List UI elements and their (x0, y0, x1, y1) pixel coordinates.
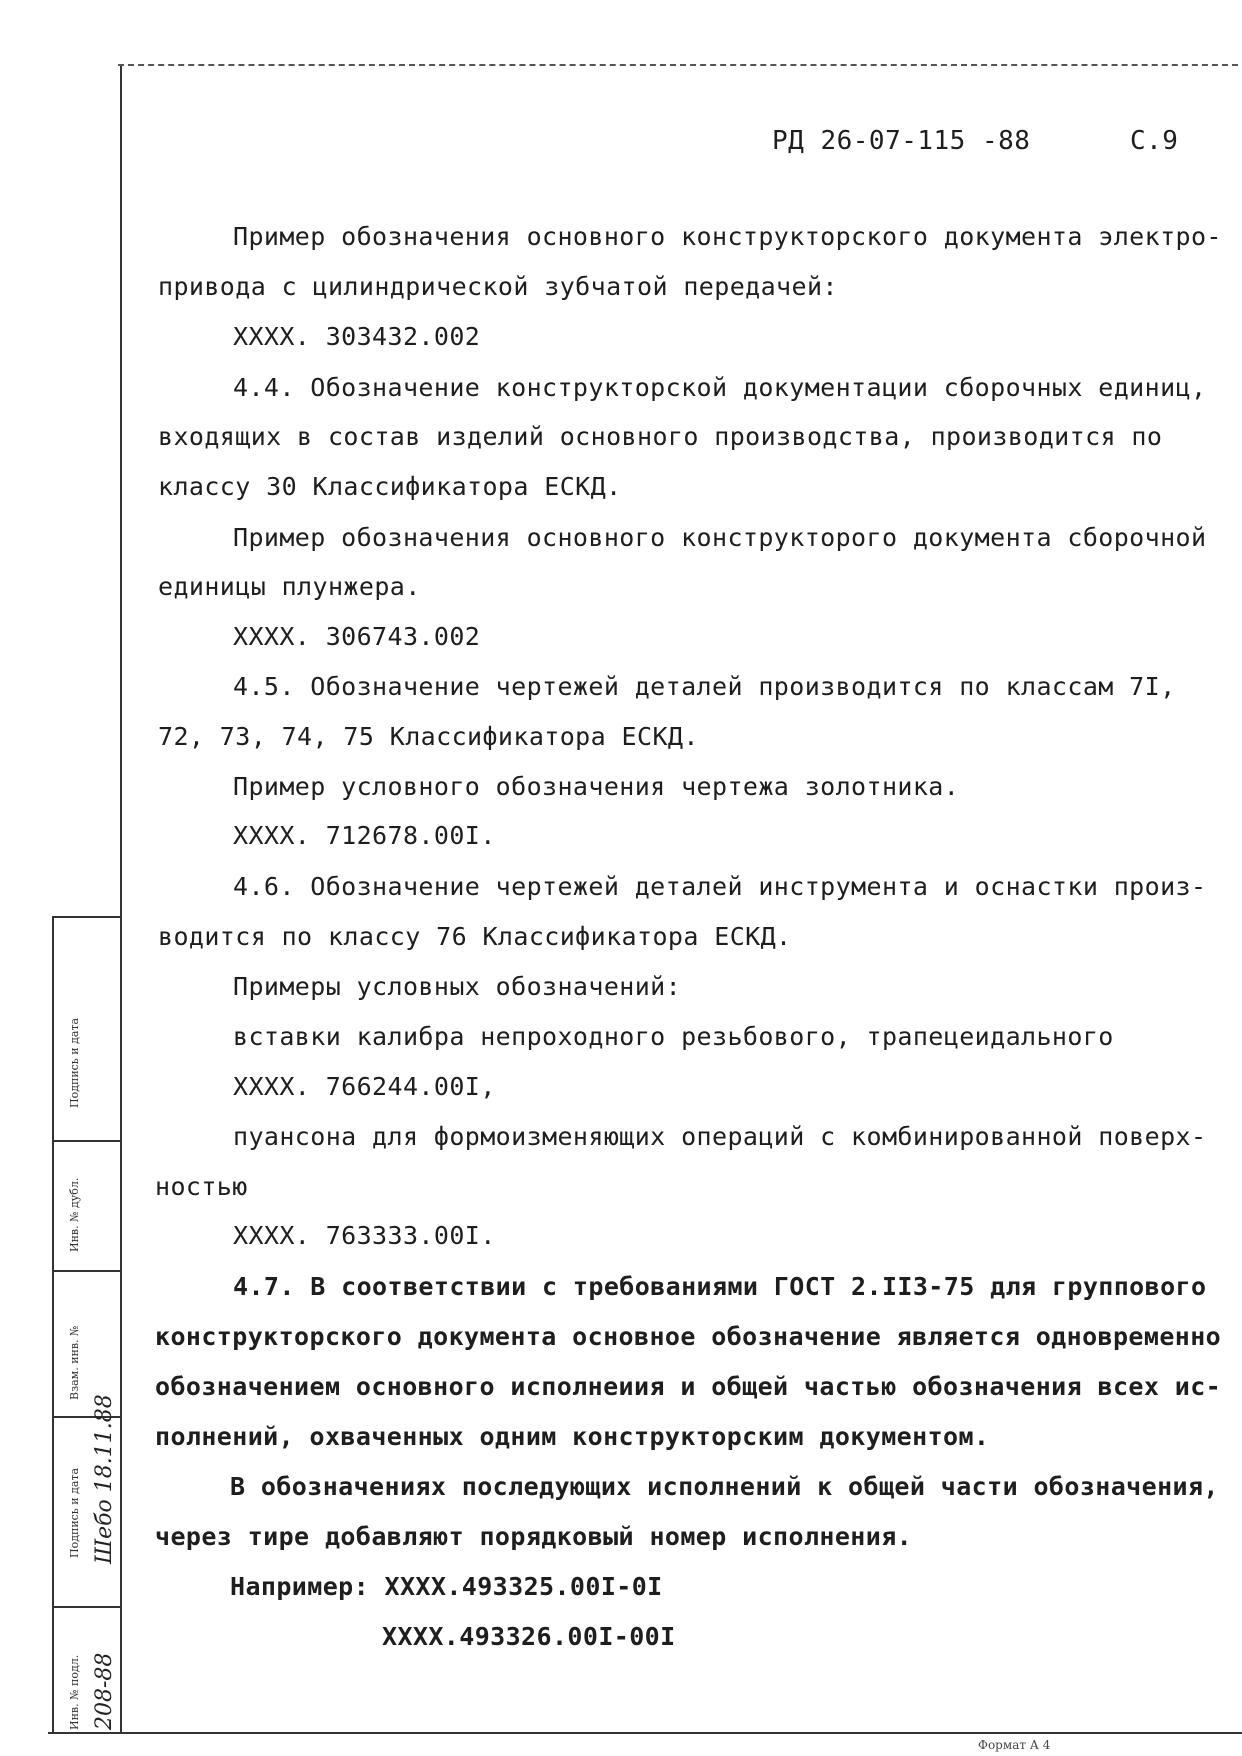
text-line: 4.7. В соответствии с требованиями ГОСТ 2.II3-75 для группового (233, 1272, 1207, 1301)
left-border-line (120, 66, 122, 1732)
stamp-label-dub-inv: Инв. № дубл. (68, 1177, 81, 1252)
text-line: классу 30 Классификатора ЕСКД. (158, 472, 622, 501)
text-line: Например: XXXX.493325.00I-0I (230, 1572, 663, 1601)
stamp-label-signature-date: Подпись и дата (68, 1467, 81, 1558)
text-line: XXXX. 306743.002 (233, 622, 481, 651)
text-line: XXXX. 766244.00I, (233, 1072, 496, 1101)
bottom-border-line (48, 1732, 1242, 1734)
text-line: XXXX.493326.00I-00I (382, 1622, 676, 1651)
stamp-cell-inv-original (54, 1606, 120, 1734)
stamp-value-signature-date: Шебо 18.11.88 (92, 1394, 117, 1564)
text-line: 4.6. Обозначение чертежей деталей инструмента и оснастки произ- (233, 872, 1207, 901)
text-line: Пример обозначения основного конструкторого документа сборочной (233, 523, 1207, 552)
text-line: входящих в состав изделий основного производства, производится по (158, 422, 1163, 451)
top-border-line (118, 64, 1238, 66)
document-code: РД 26-07-115 -88 (772, 126, 1031, 156)
text-line: Пример обозначения основного конструкторского документа электро- (233, 222, 1222, 251)
stamp-label-replace-inv: Взам. инв. № (68, 1325, 81, 1400)
text-line: пуансона для формоизменяющих операций с комбинированной поверх- (233, 1122, 1207, 1151)
text-line: Пример условного обозначения чертежа золотника. (233, 772, 960, 801)
text-line: полнений, охваченных одним конструкторским документом. (155, 1422, 990, 1451)
text-line: конструкторского документа основное обозначение является одновременно (155, 1322, 1222, 1351)
stamp-cell-signature-date (54, 1394, 120, 1564)
text-line: В обозначениях последующих исполнений к общей части обозначения, (230, 1472, 1219, 1501)
text-line: водится по классу 76 Классификатора ЕСКД. (158, 922, 792, 951)
stamp-label-inv-original: Инв. № подл. (68, 1654, 81, 1730)
text-line: единицы плунжера. (158, 572, 421, 601)
text-line: XXXX. 763333.00I. (233, 1221, 496, 1250)
text-line: 72, 73, 74, 75 Классификатора ЕСКД. (158, 722, 699, 751)
text-line: 4.4. Обозначение конструкторской документации сборочных единиц, (233, 373, 1207, 402)
text-line: Примеры условных обозначений: (233, 972, 682, 1001)
stamp-cell-signature-top (54, 916, 120, 1124)
text-line: привода с цилиндрической зубчатой передачей: (158, 272, 838, 301)
paper-format: Формат А 4 (978, 1738, 1051, 1752)
side-stamp (52, 916, 120, 1732)
stamp-value-inv-original: 208-88 (92, 1652, 117, 1730)
text-line: XXXX. 712678.00I. (233, 821, 496, 850)
text-line: XXXX. 303432.002 (233, 322, 481, 351)
text-line: ностью (155, 1172, 248, 1201)
stamp-cell-dub-inv (54, 1140, 120, 1264)
text-line: вставки калибра непроходного резьбового, трапецеидального (233, 1022, 1114, 1051)
text-line: через тире добавляют порядковый номер исполнения. (155, 1522, 913, 1551)
stamp-cell-replace-inv (54, 1270, 120, 1410)
text-line: 4.5. Обозначение чертежей деталей производится по классам 7I, (233, 672, 1176, 701)
stamp-label-signature-top: Подпись и дата (68, 1017, 81, 1108)
page-number: С.9 (1130, 126, 1179, 156)
text-line: обозначением основного исполнеиия и общей частью обозначения всех ис- (155, 1372, 1222, 1401)
